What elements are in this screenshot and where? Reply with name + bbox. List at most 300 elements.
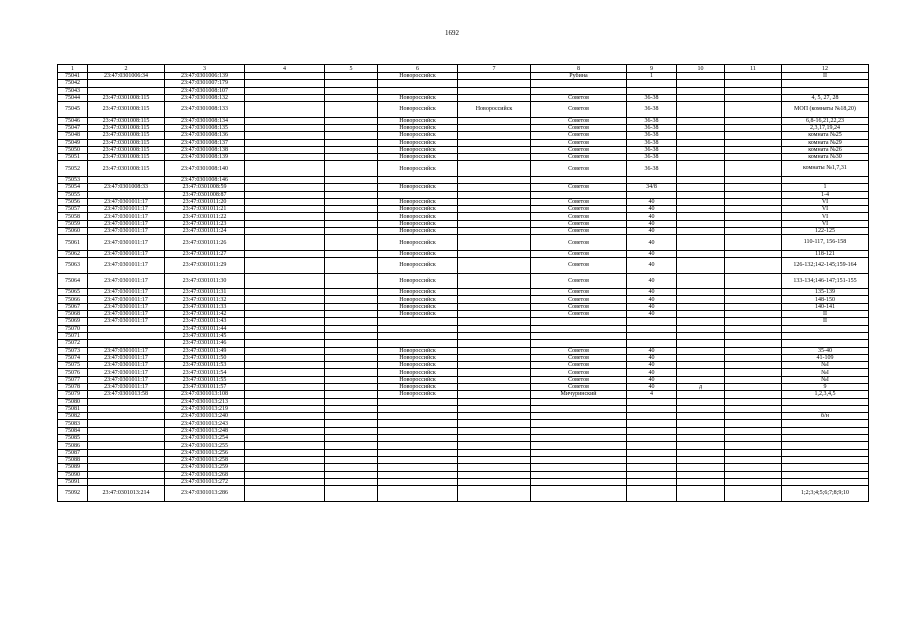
table-cell: д: [677, 384, 725, 391]
table-cell: 23:47:0301011:46: [165, 340, 245, 347]
table-cell: [458, 117, 531, 124]
table-cell: [325, 198, 378, 205]
table-cell: 75060: [58, 228, 88, 235]
table-cell: 23:47:0301011:31: [165, 289, 245, 296]
table-cell: [245, 391, 325, 398]
table-cell: 23:47:0301011:17: [88, 206, 165, 213]
table-cell: [677, 220, 725, 227]
table-cell: Новороссийск: [378, 206, 458, 213]
table-row: [58, 405, 869, 412]
table-cell: [245, 124, 325, 131]
table-cell: [245, 325, 325, 332]
table-cell: [458, 87, 531, 94]
table-cell: [677, 184, 725, 191]
table-cell: 23:47:0301011:17: [88, 303, 165, 310]
table-cell: [245, 213, 325, 220]
table-cell: 75064: [58, 273, 88, 289]
table-cell: [245, 191, 325, 198]
table-cell: [458, 73, 531, 80]
table-cell: [325, 427, 378, 434]
table-cell: 34/8: [627, 184, 677, 191]
table-row: [58, 376, 869, 383]
table-cell: Советов: [531, 369, 627, 376]
table-cell: [245, 456, 325, 463]
table-cell: 23:47:0301011:17: [88, 354, 165, 361]
table-cell: 4, 5, 27, 28: [782, 94, 869, 101]
table-cell: 75084: [58, 427, 88, 434]
table-cell: [378, 413, 458, 420]
table-cell: [245, 102, 325, 118]
table-cell: [458, 427, 531, 434]
table-cell: [782, 456, 869, 463]
table-cell: [531, 176, 627, 183]
table-cell: комнаты №1,7,31: [782, 161, 869, 177]
table-cell: [677, 420, 725, 427]
table-cell: 75051: [58, 154, 88, 161]
table-cell: 75063: [58, 258, 88, 274]
table-cell: [782, 442, 869, 449]
table-cell: 75085: [58, 435, 88, 442]
table-cell: [458, 258, 531, 274]
table-row: [58, 362, 869, 369]
table-cell: 23:47:0301011:23: [165, 220, 245, 227]
table-cell: 23:47:0301011:57: [165, 384, 245, 391]
table-cell: [458, 376, 531, 383]
table-cell: [782, 80, 869, 87]
table-cell: №I: [782, 362, 869, 369]
table-cell: 75070: [58, 325, 88, 332]
table-cell: Советов: [531, 124, 627, 131]
table-cell: [725, 94, 782, 101]
table-cell: 75044: [58, 94, 88, 101]
table-cell: [627, 471, 677, 478]
table-cell: 1: [627, 73, 677, 80]
table-cell: 75082: [58, 413, 88, 420]
table-cell: [677, 354, 725, 361]
table-cell: [245, 80, 325, 87]
register-body: [58, 73, 869, 502]
table-cell: [88, 449, 165, 456]
table-cell: Новороссийск: [378, 94, 458, 101]
table-cell: [458, 384, 531, 391]
table-cell: [88, 435, 165, 442]
table-cell: [325, 161, 378, 177]
table-cell: [458, 325, 531, 332]
table-cell: [245, 87, 325, 94]
table-cell: 75052: [58, 161, 88, 177]
table-cell: 40: [627, 198, 677, 205]
table-cell: [325, 191, 378, 198]
table-cell: [627, 340, 677, 347]
table-cell: 23:47:0301011:29: [165, 258, 245, 274]
table-cell: 23:47:0301011:30: [165, 273, 245, 289]
table-cell: [725, 340, 782, 347]
table-row: [58, 449, 869, 456]
table-cell: [677, 206, 725, 213]
table-cell: [245, 94, 325, 101]
table-cell: [325, 124, 378, 131]
table-row: [58, 347, 869, 354]
table-cell: 40: [627, 354, 677, 361]
table-cell: [725, 250, 782, 257]
table-cell: [677, 325, 725, 332]
table-cell: 75072: [58, 340, 88, 347]
table-cell: [725, 332, 782, 339]
table-cell: [531, 464, 627, 471]
table-cell: [378, 80, 458, 87]
table-cell: 75048: [58, 132, 88, 139]
table-cell: [627, 427, 677, 434]
table-cell: [627, 80, 677, 87]
table-cell: 75055: [58, 191, 88, 198]
table-cell: 75061: [58, 235, 88, 251]
table-row: [58, 332, 869, 339]
table-cell: Новороссийск: [378, 376, 458, 383]
table-cell: б/н: [782, 413, 869, 420]
table-cell: [245, 464, 325, 471]
table-cell: [88, 413, 165, 420]
table-cell: 40: [627, 220, 677, 227]
table-row: [58, 191, 869, 198]
table-cell: 118-121: [782, 250, 869, 257]
table-cell: [325, 154, 378, 161]
table-cell: 75046: [58, 117, 88, 124]
table-cell: [677, 258, 725, 274]
table-cell: [245, 413, 325, 420]
table-cell: [458, 220, 531, 227]
table-cell: [245, 471, 325, 478]
table-cell: [782, 471, 869, 478]
table-cell: 23:47:0301013:108: [165, 391, 245, 398]
table-cell: [725, 354, 782, 361]
table-cell: [458, 296, 531, 303]
table-cell: [458, 146, 531, 153]
table-cell: 75065: [58, 289, 88, 296]
table-cell: [531, 191, 627, 198]
table-cell: 40: [627, 296, 677, 303]
table-row: [58, 325, 869, 332]
table-row: [58, 80, 869, 87]
table-cell: [325, 340, 378, 347]
table-cell: [245, 176, 325, 183]
table-cell: Новороссийск: [378, 154, 458, 161]
table-cell: [725, 220, 782, 227]
table-cell: 23:47:0301008:59: [165, 184, 245, 191]
table-cell: 75087: [58, 449, 88, 456]
table-cell: [725, 191, 782, 198]
table-cell: [725, 117, 782, 124]
table-cell: [677, 296, 725, 303]
table-cell: [531, 427, 627, 434]
table-cell: [458, 94, 531, 101]
table-cell: [245, 146, 325, 153]
table-row: [58, 303, 869, 310]
table-cell: 23:47:0301011:50: [165, 354, 245, 361]
table-cell: [245, 73, 325, 80]
table-cell: [245, 486, 325, 502]
table-cell: 75077: [58, 376, 88, 383]
table-cell: Новороссийск: [458, 102, 531, 118]
table-cell: [677, 228, 725, 235]
table-cell: [458, 362, 531, 369]
table-row: [58, 176, 869, 183]
table-cell: 23:47:0301011:17: [88, 362, 165, 369]
table-cell: 36-38: [627, 94, 677, 101]
table-cell: [458, 289, 531, 296]
table-cell: 23:47:0301013:255: [165, 442, 245, 449]
table-row: [58, 391, 869, 398]
table-cell: [325, 464, 378, 471]
table-cell: [458, 206, 531, 213]
table-row: [58, 464, 869, 471]
table-row: [58, 427, 869, 434]
table-cell: [725, 289, 782, 296]
table-cell: 75053: [58, 176, 88, 183]
table-cell: [325, 228, 378, 235]
table-cell: [325, 87, 378, 94]
table-cell: 75069: [58, 318, 88, 325]
table-cell: [325, 391, 378, 398]
column-header: 7: [458, 65, 531, 73]
table-cell: 23:47:0301011:32: [165, 296, 245, 303]
table-cell: Советов: [531, 146, 627, 153]
table-cell: 23:47:0301011:17: [88, 198, 165, 205]
table-cell: Новороссийск: [378, 220, 458, 227]
table-row: [58, 435, 869, 442]
table-cell: Новороссийск: [378, 117, 458, 124]
table-cell: [725, 139, 782, 146]
table-cell: [458, 369, 531, 376]
table-cell: №I: [782, 376, 869, 383]
table-cell: Новороссийск: [378, 213, 458, 220]
table-cell: 23:47:0301008:115: [88, 94, 165, 101]
table-cell: 36-38: [627, 154, 677, 161]
table-cell: [245, 398, 325, 405]
table-cell: [378, 435, 458, 442]
table-cell: [245, 449, 325, 456]
table-cell: [531, 405, 627, 412]
table-cell: Мичуринский: [531, 391, 627, 398]
table-cell: [458, 198, 531, 205]
table-cell: [627, 464, 677, 471]
table-cell: Советов: [531, 154, 627, 161]
table-cell: [378, 471, 458, 478]
table-cell: [88, 80, 165, 87]
table-cell: [88, 478, 165, 485]
table-cell: 36-38: [627, 132, 677, 139]
table-row: [58, 296, 869, 303]
table-cell: [627, 442, 677, 449]
table-cell: 23:47:0301008:137: [165, 139, 245, 146]
table-cell: [531, 80, 627, 87]
table-cell: 75074: [58, 354, 88, 361]
table-cell: 2,3,17,19,24: [782, 124, 869, 131]
table-cell: Советов: [531, 213, 627, 220]
table-cell: 23:47:0301008:134: [165, 117, 245, 124]
table-cell: [677, 303, 725, 310]
table-cell: Советов: [531, 258, 627, 274]
table-cell: [725, 478, 782, 485]
table-cell: [782, 427, 869, 434]
table-cell: 23:47:0301011:17: [88, 296, 165, 303]
table-cell: [725, 80, 782, 87]
table-cell: Советов: [531, 289, 627, 296]
table-cell: [677, 161, 725, 177]
table-cell: [325, 289, 378, 296]
table-cell: [725, 347, 782, 354]
table-row: [58, 456, 869, 463]
table-cell: 36-38: [627, 102, 677, 118]
table-cell: 75073: [58, 347, 88, 354]
table-cell: [458, 161, 531, 177]
table-cell: [677, 273, 725, 289]
table-row: [58, 250, 869, 257]
table-cell: Новороссийск: [378, 198, 458, 205]
table-cell: 23:47:0301013:259: [165, 464, 245, 471]
page-number: 1692: [445, 29, 459, 37]
table-cell: [458, 318, 531, 325]
table-cell: VI: [782, 206, 869, 213]
table-cell: [458, 442, 531, 449]
table-cell: [325, 325, 378, 332]
table-cell: [245, 303, 325, 310]
table-cell: [782, 405, 869, 412]
table-cell: [531, 456, 627, 463]
table-cell: 23:47:0301008:115: [88, 117, 165, 124]
table-cell: [458, 486, 531, 502]
table-row: [58, 117, 869, 124]
table-cell: [725, 435, 782, 442]
table-cell: 75092: [58, 486, 88, 502]
column-header: 5: [325, 65, 378, 73]
table-cell: [531, 442, 627, 449]
table-cell: комната №30: [782, 154, 869, 161]
table-cell: [245, 369, 325, 376]
table-cell: [677, 391, 725, 398]
table-cell: Новороссийск: [378, 347, 458, 354]
table-cell: [531, 435, 627, 442]
table-cell: II: [782, 73, 869, 80]
table-cell: [378, 442, 458, 449]
table-row: [58, 340, 869, 347]
table-cell: [782, 332, 869, 339]
table-cell: [458, 435, 531, 442]
table-cell: Новороссийск: [378, 273, 458, 289]
table-cell: [458, 132, 531, 139]
table-cell: [88, 464, 165, 471]
table-cell: [378, 427, 458, 434]
column-header: 10: [677, 65, 725, 73]
table-cell: 40: [627, 235, 677, 251]
table-cell: 36-38: [627, 117, 677, 124]
table-cell: [725, 73, 782, 80]
table-cell: [458, 405, 531, 412]
table-cell: [725, 198, 782, 205]
table-cell: Новороссийск: [378, 73, 458, 80]
column-header: 6: [378, 65, 458, 73]
table-cell: Советов: [531, 362, 627, 369]
table-cell: Новороссийск: [378, 354, 458, 361]
table-cell: [325, 420, 378, 427]
table-cell: [245, 435, 325, 442]
table-cell: Советов: [531, 94, 627, 101]
table-cell: [458, 124, 531, 131]
table-cell: [531, 420, 627, 427]
table-cell: Новороссийск: [378, 289, 458, 296]
table-cell: [458, 340, 531, 347]
table-cell: [88, 325, 165, 332]
table-cell: [677, 478, 725, 485]
table-cell: 40: [627, 369, 677, 376]
table-cell: 40: [627, 213, 677, 220]
header-row: [58, 65, 869, 73]
table-cell: [88, 191, 165, 198]
table-cell: [245, 289, 325, 296]
table-cell: Советов: [531, 273, 627, 289]
table-cell: VI: [782, 198, 869, 205]
table-cell: 75057: [58, 206, 88, 213]
table-cell: Советов: [531, 161, 627, 177]
column-header: 9: [627, 65, 677, 73]
table-row: [58, 478, 869, 485]
table-cell: [458, 235, 531, 251]
table-cell: [325, 405, 378, 412]
table-cell: 23:47:0301011:20: [165, 198, 245, 205]
table-cell: [458, 311, 531, 318]
table-cell: [677, 413, 725, 420]
table-cell: Советов: [531, 228, 627, 235]
table-cell: [725, 369, 782, 376]
table-cell: [325, 132, 378, 139]
column-header: 4: [245, 65, 325, 73]
table-cell: [325, 102, 378, 118]
table-cell: [725, 303, 782, 310]
table-cell: [782, 325, 869, 332]
table-cell: Советов: [531, 296, 627, 303]
table-cell: [725, 405, 782, 412]
table-cell: [677, 80, 725, 87]
table-cell: [677, 376, 725, 383]
table-cell: Новороссийск: [378, 258, 458, 274]
table-cell: Советов: [531, 303, 627, 310]
table-cell: [245, 340, 325, 347]
table-cell: 1: [782, 184, 869, 191]
table-cell: [325, 303, 378, 310]
table-row: [58, 318, 869, 325]
table-cell: [458, 303, 531, 310]
table-cell: [325, 354, 378, 361]
table-cell: [458, 420, 531, 427]
table-cell: [378, 420, 458, 427]
table-cell: 4: [627, 391, 677, 398]
table-cell: [677, 369, 725, 376]
table-cell: [458, 154, 531, 161]
table-cell: 40: [627, 376, 677, 383]
table-cell: Советов: [531, 347, 627, 354]
table-cell: [677, 139, 725, 146]
table-cell: 23:47:0301008:140: [165, 161, 245, 177]
table-cell: 40: [627, 206, 677, 213]
table-row: [58, 486, 869, 502]
table-cell: 40: [627, 303, 677, 310]
table-cell: [325, 398, 378, 405]
table-row: [58, 289, 869, 296]
table-cell: [531, 318, 627, 325]
table-cell: 36-38: [627, 161, 677, 177]
table-cell: [725, 206, 782, 213]
table-cell: [782, 464, 869, 471]
table-cell: 23:47:0301013:272: [165, 478, 245, 485]
